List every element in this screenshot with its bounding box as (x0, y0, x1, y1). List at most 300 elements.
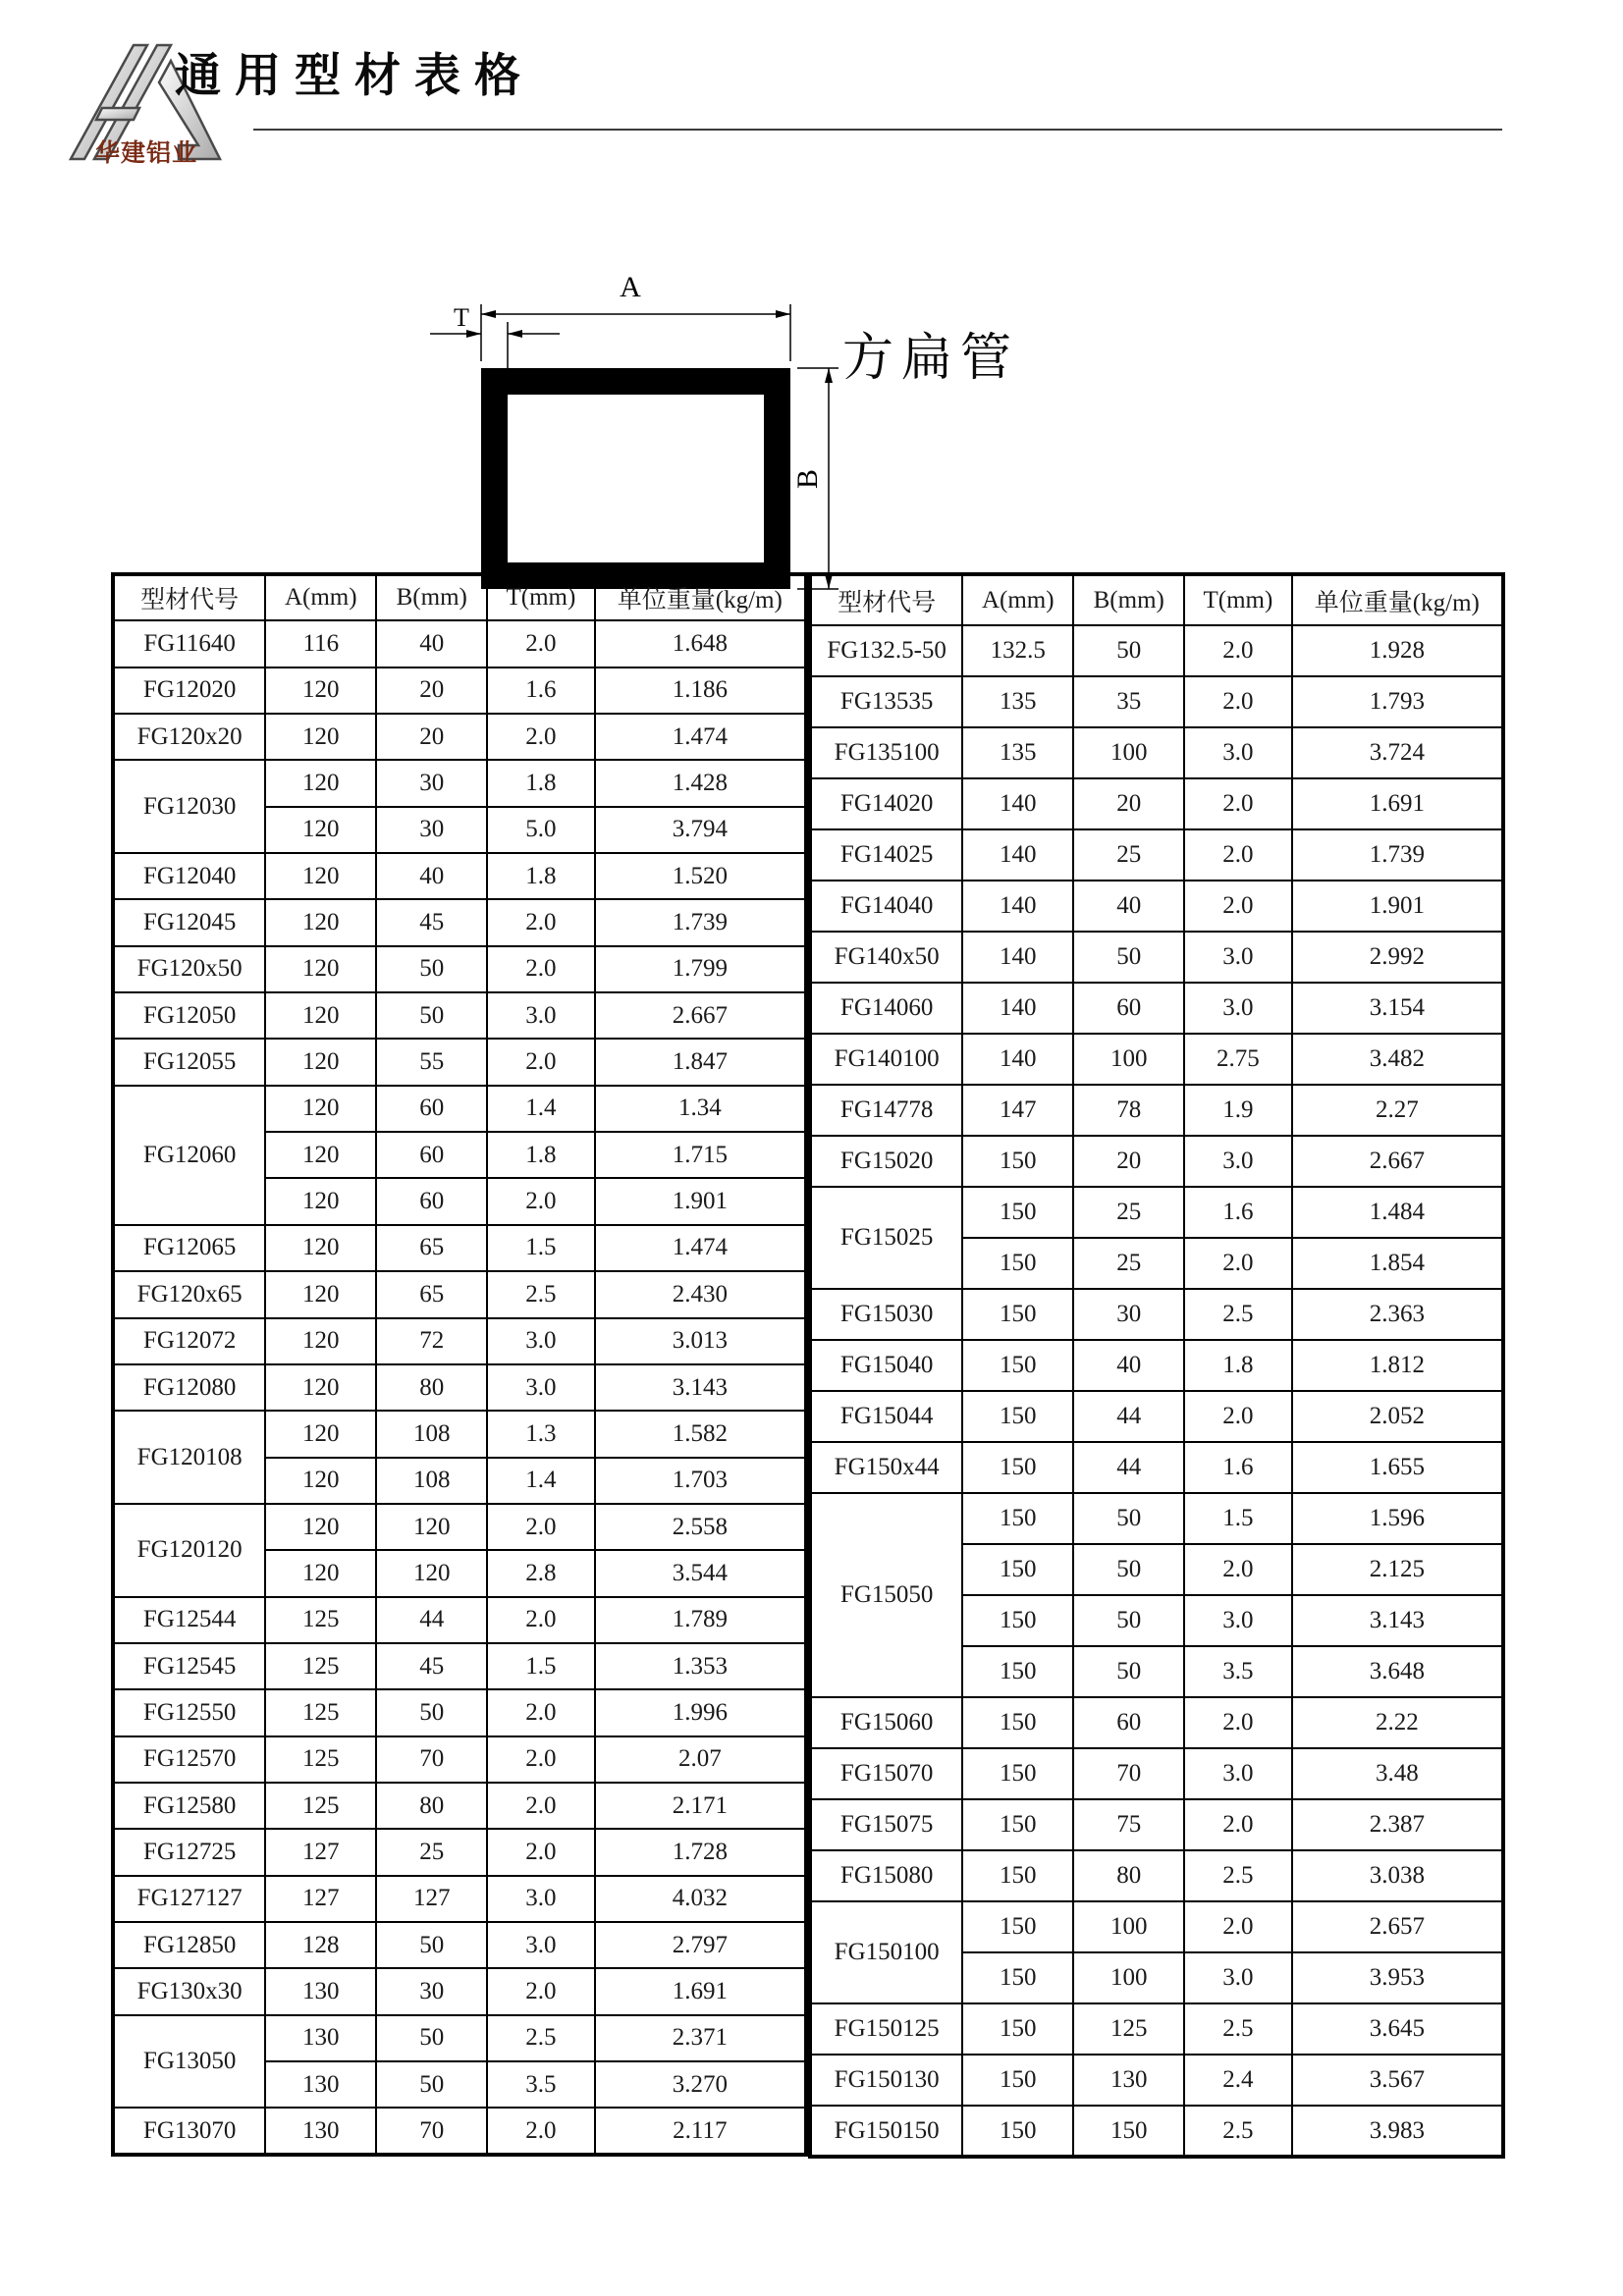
profile-code-cell: FG15050 (810, 1493, 962, 1697)
table-row (113, 667, 806, 714)
cell-b: 70 (376, 2108, 487, 2155)
cell-b: 25 (1073, 1238, 1184, 1289)
column-header: A(mm) (962, 574, 1073, 625)
company-name: 华建铝业 (94, 140, 197, 167)
cell-a: 127 (265, 1876, 376, 1922)
cell-t: 3.0 (487, 1364, 594, 1411)
table-row (810, 676, 1503, 727)
table-row (810, 1799, 1503, 1850)
profile-code-cell: FG150100 (810, 1901, 962, 2003)
cell-w: 2.387 (1292, 1799, 1503, 1850)
cell-b: 50 (1073, 932, 1184, 983)
cell-t: 3.0 (487, 1876, 594, 1922)
cell-a: 140 (962, 881, 1073, 932)
cell-a: 116 (265, 620, 376, 667)
cell-a: 120 (265, 946, 376, 992)
column-header: A(mm) (265, 574, 376, 620)
cell-w: 2.430 (595, 1271, 806, 1317)
profile-code-cell: FG15020 (810, 1136, 962, 1187)
cell-b: 30 (1073, 1289, 1184, 1340)
cell-w: 2.07 (595, 1736, 806, 1783)
cell-b: 30 (376, 1968, 487, 2014)
table-row (113, 714, 806, 760)
column-header: B(mm) (1073, 574, 1184, 625)
cell-a: 150 (962, 1952, 1073, 2003)
cell-w: 2.052 (1292, 1391, 1503, 1442)
cell-b: 60 (376, 1178, 487, 1224)
profile-code-cell: FG15070 (810, 1748, 962, 1799)
cell-t: 3.5 (487, 2061, 594, 2108)
cell-a: 150 (962, 1595, 1073, 1646)
cell-b: 44 (376, 1597, 487, 1643)
cell-a: 120 (265, 1550, 376, 1596)
profile-code-cell: FG120120 (113, 1504, 265, 1597)
cell-a: 120 (265, 760, 376, 806)
cell-a: 130 (265, 2015, 376, 2061)
cell-b: 60 (1073, 983, 1184, 1034)
cell-t: 1.6 (487, 667, 594, 714)
table-row (810, 1034, 1503, 1085)
cell-w: 3.154 (1292, 983, 1503, 1034)
cell-w: 4.032 (595, 1876, 806, 1922)
cell-a: 150 (962, 1187, 1073, 1238)
cell-a: 120 (265, 853, 376, 899)
cell-a: 140 (962, 983, 1073, 1034)
table-row (810, 1289, 1503, 1340)
cell-t: 3.0 (1184, 1748, 1291, 1799)
cell-a: 130 (265, 1968, 376, 2014)
cell-t: 2.0 (487, 1968, 594, 2014)
table-row (810, 1136, 1503, 1187)
cell-t: 3.0 (1184, 1136, 1291, 1187)
cell-a: 150 (962, 1391, 1073, 1442)
table-row (113, 992, 806, 1039)
profiles-table-left (111, 572, 808, 2157)
cell-t: 2.4 (1184, 2055, 1291, 2106)
spec-tables (111, 572, 1505, 2157)
table-row (113, 1922, 806, 1968)
cell-a: 150 (962, 1136, 1073, 1187)
table-row (810, 932, 1503, 983)
cell-w: 1.186 (595, 667, 806, 714)
profile-code-cell: FG150150 (810, 2106, 962, 2157)
profile-code-cell: FG14025 (810, 829, 962, 881)
cell-b: 30 (376, 807, 487, 853)
cell-b: 50 (1073, 1595, 1184, 1646)
cell-b: 50 (376, 1689, 487, 1735)
profile-code-cell: FG132.5-50 (810, 625, 962, 676)
cell-w: 1.789 (595, 1597, 806, 1643)
profile-code-cell: FG150x44 (810, 1442, 962, 1493)
cell-w: 1.428 (595, 760, 806, 806)
cell-t: 2.0 (1184, 676, 1291, 727)
cell-w: 3.953 (1292, 1952, 1503, 2003)
cell-a: 125 (265, 1597, 376, 1643)
profile-code-cell: FG12045 (113, 899, 265, 945)
cell-a: 150 (962, 1340, 1073, 1391)
cell-b: 100 (1073, 1034, 1184, 1085)
cell-w: 1.799 (595, 946, 806, 992)
cell-a: 140 (962, 778, 1073, 829)
profile-code-cell: FG11640 (113, 620, 265, 667)
cell-t: 2.0 (1184, 1799, 1291, 1850)
cell-t: 3.0 (487, 992, 594, 1039)
cell-t: 2.0 (487, 714, 594, 760)
table-row (810, 778, 1503, 829)
cell-a: 120 (265, 1039, 376, 1085)
table-row (113, 1689, 806, 1735)
column-header: T(mm) (487, 574, 594, 620)
profile-code-cell: FG12080 (113, 1364, 265, 1411)
cell-t: 2.0 (1184, 625, 1291, 676)
cell-a: 150 (962, 1442, 1073, 1493)
cell-a: 120 (265, 1411, 376, 1457)
cell-a: 150 (962, 1697, 1073, 1748)
cell-t: 3.0 (1184, 1952, 1291, 2003)
cell-b: 120 (376, 1550, 487, 1596)
profiles-table-right (808, 572, 1505, 2159)
cell-w: 2.22 (1292, 1697, 1503, 1748)
cell-a: 150 (962, 1289, 1073, 1340)
profile-code-cell: FG135100 (810, 727, 962, 778)
cell-b: 80 (1073, 1850, 1184, 1901)
profile-code-cell: FG13535 (810, 676, 962, 727)
profile-code-cell: FG15075 (810, 1799, 962, 1850)
profile-code-cell: FG12060 (113, 1086, 265, 1225)
cell-w: 1.655 (1292, 1442, 1503, 1493)
cell-a: 120 (265, 1458, 376, 1504)
cell-a: 120 (265, 899, 376, 945)
cell-t: 2.0 (487, 1783, 594, 1829)
cell-a: 125 (265, 1736, 376, 1783)
cell-a: 140 (962, 932, 1073, 983)
cell-a: 120 (265, 714, 376, 760)
cell-a: 150 (962, 1850, 1073, 1901)
cell-w: 1.474 (595, 1225, 806, 1271)
table-row (810, 1187, 1503, 1238)
cell-t: 3.0 (487, 1922, 594, 1968)
cell-b: 40 (376, 853, 487, 899)
cell-b: 80 (376, 1364, 487, 1411)
table-row (810, 625, 1503, 676)
cell-w: 2.657 (1292, 1901, 1503, 1952)
table-row (113, 1411, 806, 1457)
cell-a: 130 (265, 2061, 376, 2108)
cell-b: 50 (376, 946, 487, 992)
profile-code-cell: FG12580 (113, 1783, 265, 1829)
cell-b: 40 (1073, 1340, 1184, 1391)
cell-t: 2.5 (1184, 1850, 1291, 1901)
cell-t: 2.0 (1184, 1238, 1291, 1289)
cell-t: 1.8 (487, 1132, 594, 1178)
cell-a: 125 (265, 1643, 376, 1689)
cell-b: 35 (1073, 676, 1184, 727)
cell-w: 1.474 (595, 714, 806, 760)
cell-w: 3.544 (595, 1550, 806, 1596)
table-row (810, 829, 1503, 881)
table-row (113, 899, 806, 945)
cell-w: 2.667 (1292, 1136, 1503, 1187)
cell-t: 2.0 (1184, 881, 1291, 932)
cell-t: 2.5 (1184, 2106, 1291, 2157)
cell-t: 1.6 (1184, 1187, 1291, 1238)
cell-w: 1.901 (1292, 881, 1503, 932)
cell-b: 78 (1073, 1085, 1184, 1136)
cell-w: 2.117 (595, 2108, 806, 2155)
cell-a: 150 (962, 1238, 1073, 1289)
profile-code-cell: FG14020 (810, 778, 962, 829)
cell-b: 50 (376, 1922, 487, 1968)
cell-t: 2.0 (1184, 1391, 1291, 1442)
cell-b: 60 (376, 1086, 487, 1132)
cell-b: 50 (1073, 625, 1184, 676)
cell-t: 2.0 (487, 1597, 594, 1643)
cell-b: 40 (1073, 881, 1184, 932)
profile-code-cell: FG15040 (810, 1340, 962, 1391)
cell-t: 2.5 (487, 1271, 594, 1317)
cell-b: 150 (1073, 2106, 1184, 2157)
cell-b: 44 (1073, 1442, 1184, 1493)
cell-w: 1.739 (1292, 829, 1503, 881)
dim-b-label: B (791, 468, 824, 490)
table-row (810, 881, 1503, 932)
cell-b: 20 (1073, 778, 1184, 829)
cell-w: 1.484 (1292, 1187, 1503, 1238)
cell-b: 25 (376, 1829, 487, 1875)
cell-a: 150 (962, 1748, 1073, 1799)
profile-code-cell: FG15060 (810, 1697, 962, 1748)
cell-a: 128 (265, 1922, 376, 1968)
cell-w: 3.143 (595, 1364, 806, 1411)
table-row (810, 983, 1503, 1034)
cell-t: 2.0 (1184, 1544, 1291, 1595)
cell-b: 100 (1073, 727, 1184, 778)
cell-b: 20 (1073, 1136, 1184, 1187)
cell-t: 2.0 (487, 1736, 594, 1783)
cell-a: 150 (962, 1646, 1073, 1697)
cell-w: 1.847 (595, 1039, 806, 1085)
profile-code-cell: FG12030 (113, 760, 265, 853)
cell-w: 3.013 (595, 1318, 806, 1364)
cell-a: 120 (265, 1225, 376, 1271)
table-row (113, 620, 806, 667)
profile-code-cell: FG14040 (810, 881, 962, 932)
table-row (810, 1697, 1503, 1748)
table-row (113, 1968, 806, 2014)
cell-t: 2.0 (487, 1504, 594, 1550)
table-row (113, 2015, 806, 2061)
profile-code-cell: FG12550 (113, 1689, 265, 1735)
cell-t: 3.0 (1184, 727, 1291, 778)
cell-b: 125 (1073, 2003, 1184, 2055)
table-row (113, 1364, 806, 1411)
cell-t: 2.0 (487, 2108, 594, 2155)
profile-code-cell: FG120x50 (113, 946, 265, 992)
cell-w: 2.558 (595, 1504, 806, 1550)
profile-code-cell: FG120x20 (113, 714, 265, 760)
table-row (810, 1340, 1503, 1391)
cell-a: 150 (962, 2106, 1073, 2157)
cell-b: 70 (376, 1736, 487, 1783)
cell-a: 120 (265, 1178, 376, 1224)
table-row (810, 2106, 1503, 2157)
table-header-row (810, 574, 1503, 625)
cell-a: 127 (265, 1829, 376, 1875)
cell-b: 127 (376, 1876, 487, 1922)
cell-t: 1.8 (487, 760, 594, 806)
table-row (113, 1504, 806, 1550)
cell-b: 50 (376, 2015, 487, 2061)
cell-b: 25 (1073, 1187, 1184, 1238)
column-header: 型材代号 (810, 574, 962, 625)
table-row (113, 2108, 806, 2155)
table-row (113, 853, 806, 899)
cell-w: 1.596 (1292, 1493, 1503, 1544)
dim-a-label: A (620, 271, 641, 303)
cell-b: 100 (1073, 1901, 1184, 1952)
cell-b: 50 (1073, 1493, 1184, 1544)
cell-t: 1.5 (487, 1225, 594, 1271)
cell-b: 60 (1073, 1697, 1184, 1748)
cell-w: 3.648 (1292, 1646, 1503, 1697)
profile-code-cell: FG13050 (113, 2015, 265, 2109)
cell-w: 1.996 (595, 1689, 806, 1735)
profile-code-cell: FG12050 (113, 992, 265, 1039)
cell-t: 2.0 (1184, 1697, 1291, 1748)
cell-w: 1.34 (595, 1086, 806, 1132)
cell-w: 3.482 (1292, 1034, 1503, 1085)
cell-a: 120 (265, 1271, 376, 1317)
table-row (113, 1318, 806, 1364)
cell-t: 2.5 (1184, 2003, 1291, 2055)
column-header: T(mm) (1184, 574, 1291, 625)
profile-code-cell: FG12072 (113, 1318, 265, 1364)
cell-t: 1.8 (1184, 1340, 1291, 1391)
cell-w: 1.728 (595, 1829, 806, 1875)
cell-b: 40 (376, 620, 487, 667)
table-row (810, 1391, 1503, 1442)
cell-w: 2.363 (1292, 1289, 1503, 1340)
cell-b: 25 (1073, 829, 1184, 881)
cell-w: 1.812 (1292, 1340, 1503, 1391)
cell-w: 1.793 (1292, 676, 1503, 727)
profile-code-cell: FG12040 (113, 853, 265, 899)
table-row (113, 1876, 806, 1922)
table-row (810, 727, 1503, 778)
cell-b: 30 (376, 760, 487, 806)
cell-w: 3.143 (1292, 1595, 1503, 1646)
column-header: 型材代号 (113, 574, 265, 620)
cell-b: 50 (376, 2061, 487, 2108)
profile-code-cell: FG140x50 (810, 932, 962, 983)
tube-inner-cavity (508, 395, 764, 562)
cell-t: 3.0 (1184, 983, 1291, 1034)
cell-w: 1.353 (595, 1643, 806, 1689)
cell-t: 3.0 (1184, 932, 1291, 983)
column-header: 单位重量(kg/m) (1292, 574, 1503, 625)
cell-b: 50 (1073, 1646, 1184, 1697)
cell-t: 2.8 (487, 1550, 594, 1596)
cell-w: 1.582 (595, 1411, 806, 1457)
cell-t: 1.3 (487, 1411, 594, 1457)
cell-w: 2.171 (595, 1783, 806, 1829)
profile-code-cell: FG120x65 (113, 1271, 265, 1317)
column-header: B(mm) (376, 574, 487, 620)
cell-a: 132.5 (962, 625, 1073, 676)
cell-b: 20 (376, 667, 487, 714)
cell-t: 2.0 (487, 620, 594, 667)
cell-t: 3.0 (487, 1318, 594, 1364)
cell-b: 50 (1073, 1544, 1184, 1595)
cell-w: 2.992 (1292, 932, 1503, 983)
table-row (113, 1039, 806, 1085)
cell-t: 3.0 (1184, 1595, 1291, 1646)
cell-b: 44 (1073, 1391, 1184, 1442)
profile-code-cell: FG12725 (113, 1829, 265, 1875)
cell-a: 135 (962, 727, 1073, 778)
cell-w: 1.520 (595, 853, 806, 899)
cell-w: 1.854 (1292, 1238, 1503, 1289)
table-row (810, 1850, 1503, 1901)
cell-t: 2.0 (487, 1829, 594, 1875)
cell-t: 1.4 (487, 1458, 594, 1504)
cell-b: 75 (1073, 1799, 1184, 1850)
profile-code-cell: FG12544 (113, 1597, 265, 1643)
cell-t: 2.0 (487, 1039, 594, 1085)
cell-w: 1.691 (1292, 778, 1503, 829)
profile-code-cell: FG15025 (810, 1187, 962, 1289)
table-row (113, 1597, 806, 1643)
table-header-row (113, 574, 806, 620)
cell-t: 1.8 (487, 853, 594, 899)
cell-b: 65 (376, 1225, 487, 1271)
table-row (810, 1901, 1503, 1952)
cell-t: 1.4 (487, 1086, 594, 1132)
table-row (113, 1225, 806, 1271)
cell-t: 1.6 (1184, 1442, 1291, 1493)
profile-code-cell: FG150130 (810, 2055, 962, 2106)
cell-a: 125 (265, 1783, 376, 1829)
profile-code-cell: FG120108 (113, 1411, 265, 1504)
profile-code-cell: FG15044 (810, 1391, 962, 1442)
cell-t: 2.5 (487, 2015, 594, 2061)
table-row (113, 1086, 806, 1132)
cell-t: 2.0 (1184, 778, 1291, 829)
cell-w: 3.794 (595, 807, 806, 853)
cell-a: 147 (962, 1085, 1073, 1136)
cell-b: 45 (376, 1643, 487, 1689)
cell-w: 2.27 (1292, 1085, 1503, 1136)
profile-code-cell: FG12020 (113, 667, 265, 714)
cell-a: 150 (962, 1544, 1073, 1595)
cell-t: 2.0 (487, 899, 594, 945)
cell-a: 150 (962, 1493, 1073, 1544)
cell-w: 3.567 (1292, 2055, 1503, 2106)
table-row (810, 2003, 1503, 2055)
cell-a: 130 (265, 2108, 376, 2155)
profile-code-cell: FG130x30 (113, 1968, 265, 2014)
cell-w: 1.901 (595, 1178, 806, 1224)
cell-t: 2.0 (487, 1689, 594, 1735)
table-row (113, 1783, 806, 1829)
cell-a: 120 (265, 807, 376, 853)
cell-w: 2.667 (595, 992, 806, 1039)
cell-t: 1.5 (1184, 1493, 1291, 1544)
cell-a: 135 (962, 676, 1073, 727)
profile-code-cell: FG12545 (113, 1643, 265, 1689)
cell-w: 1.691 (595, 1968, 806, 2014)
cell-b: 60 (376, 1132, 487, 1178)
